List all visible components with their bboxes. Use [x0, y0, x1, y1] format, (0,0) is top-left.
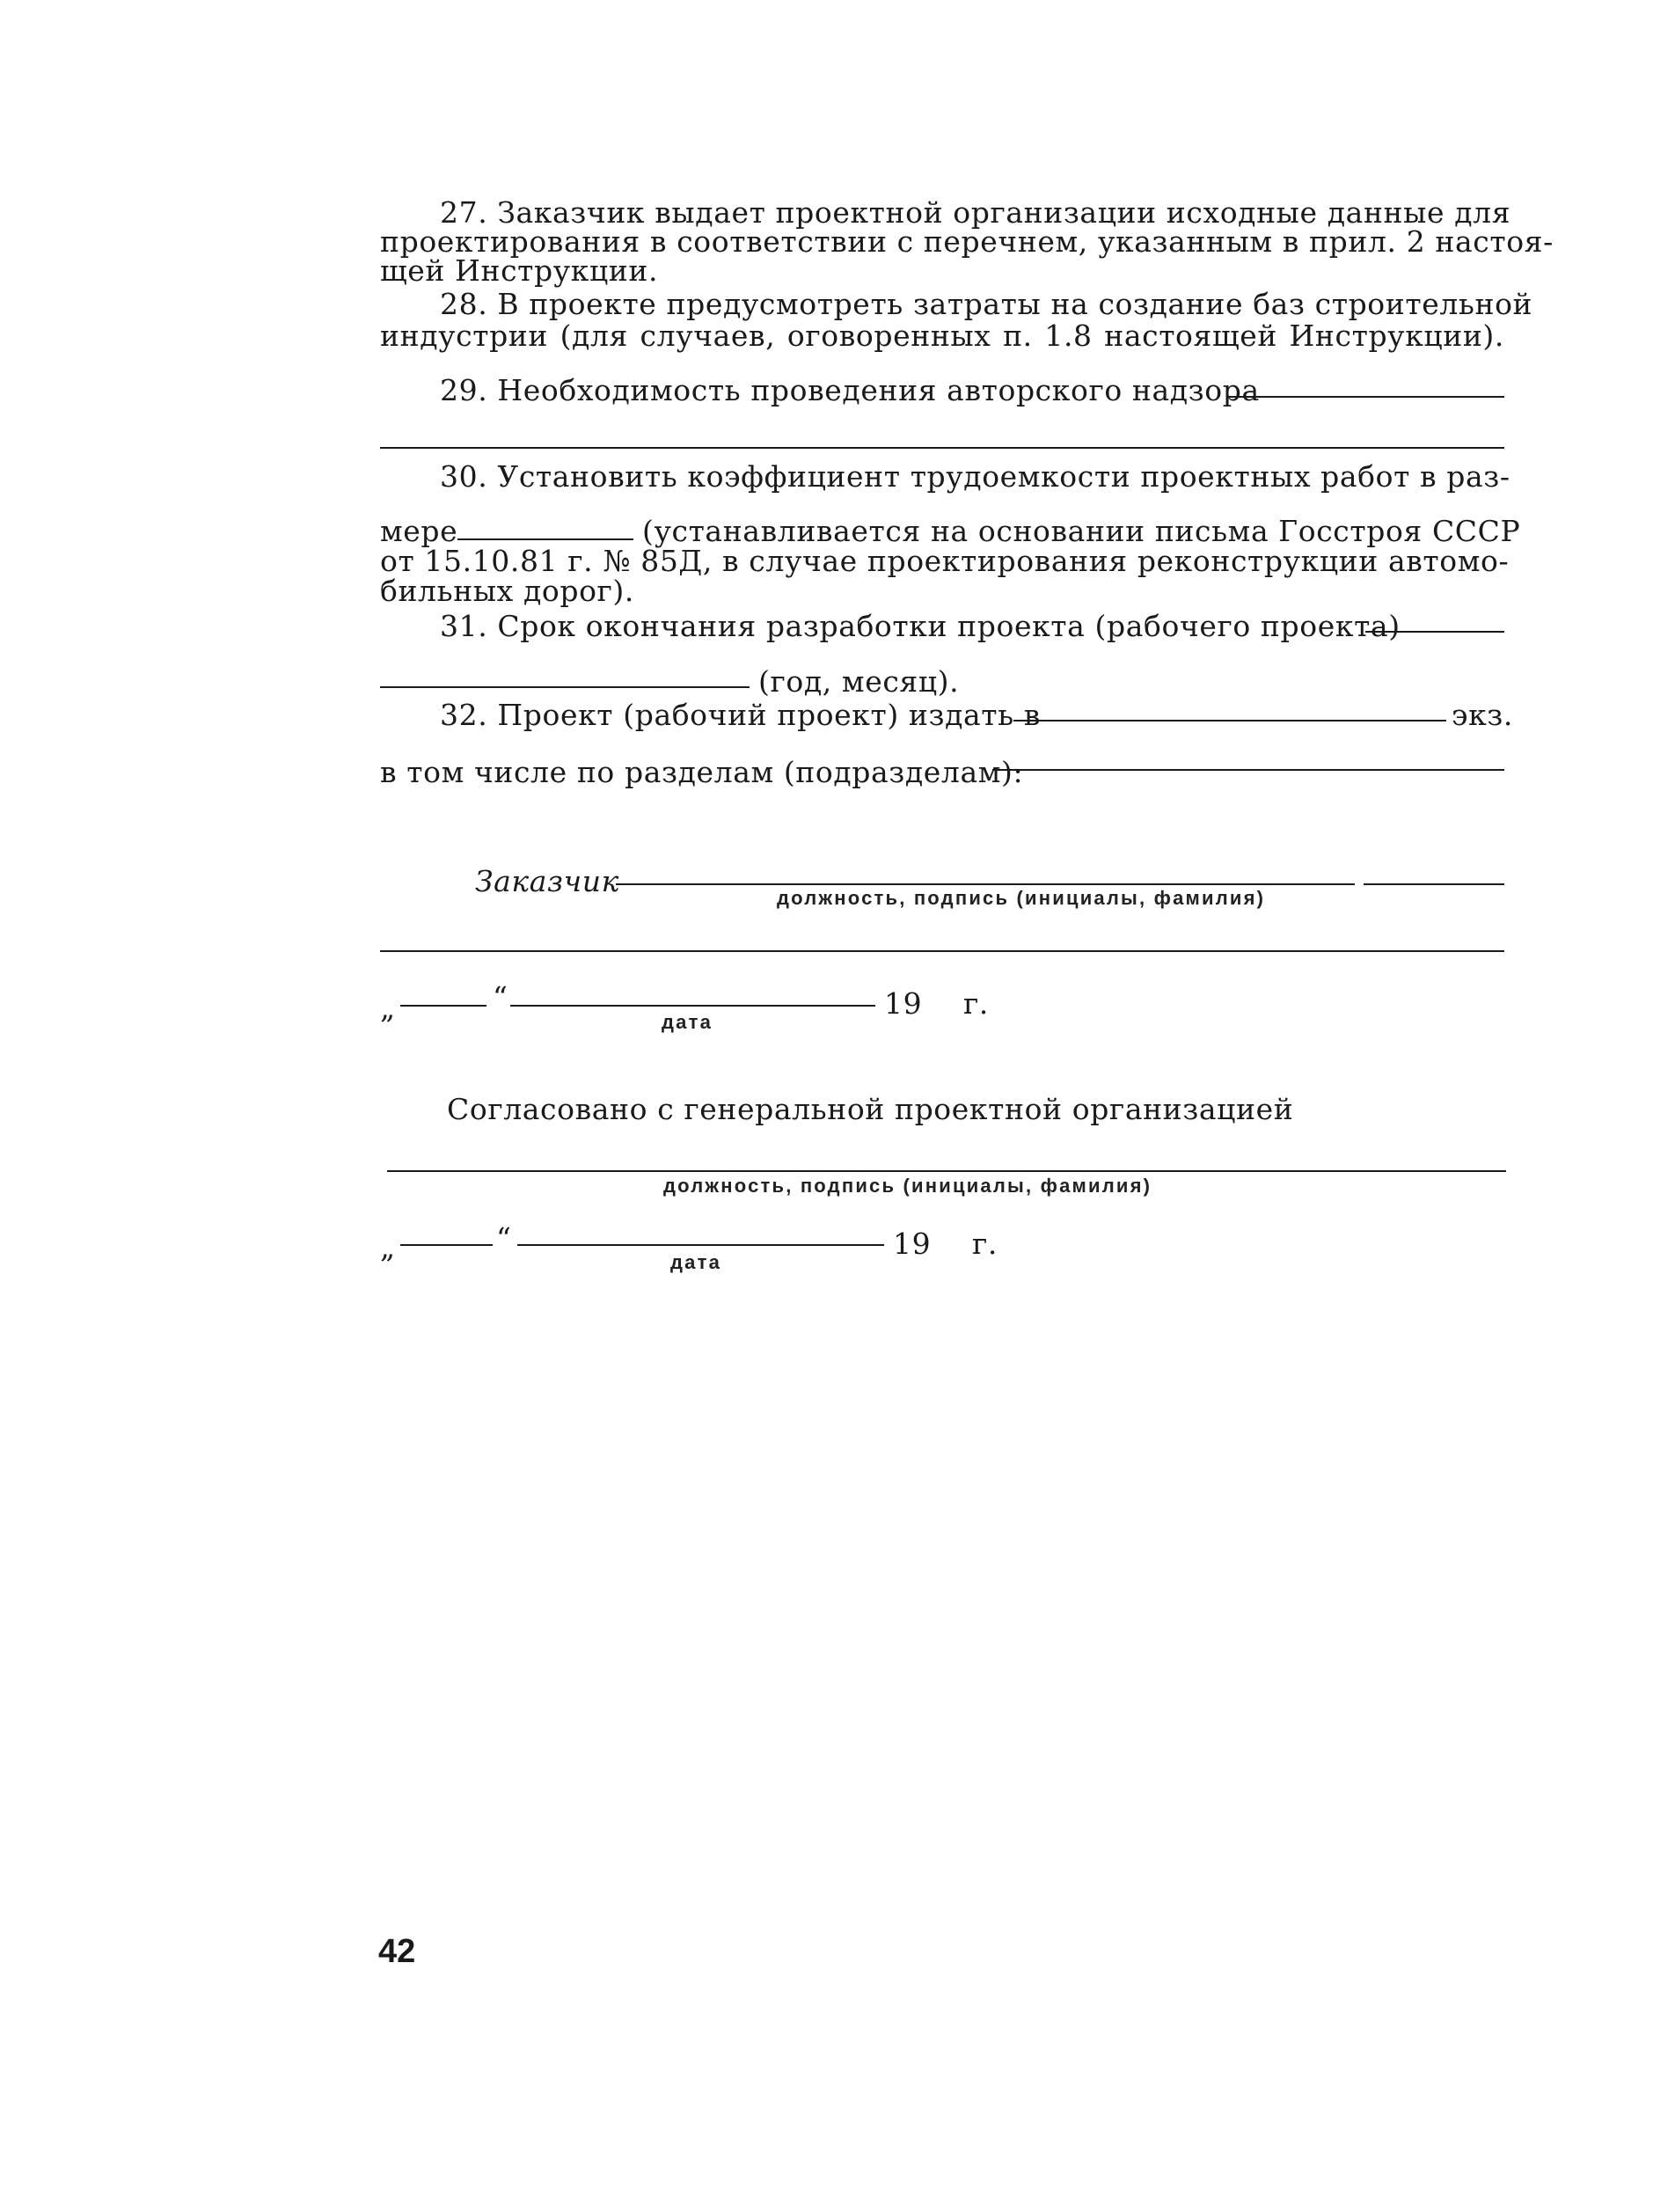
customer-extra-line [380, 950, 1504, 952]
item-29-line-1: 29. Необходимость проведения авторского надзора [440, 373, 1260, 407]
customer-signature-caption: должность, подпись (инициалы, фамилия) [777, 887, 1266, 909]
item-29-blank [1227, 396, 1504, 398]
item-28-line-2: индустрии (для случаев, оговоренных п. 1.8 настоящей Инструкции). [380, 319, 1504, 353]
customer-year-suffix: г. [963, 986, 989, 1021]
agreement-date-close-quote: “ [496, 1221, 512, 1256]
customer-name-blank [1364, 883, 1504, 885]
item-32-line-2: в том числе по разделам (подразделам): [380, 755, 1024, 789]
item-31-blank [1365, 631, 1504, 633]
item-32-sections-blank [992, 769, 1504, 771]
customer-date-close-quote: “ [493, 980, 508, 1014]
item-30-line-2-suffix: (устанавливается на основании письма Госстроя СССР [642, 514, 1521, 548]
item-32-line-1-prefix: 32. Проект (рабочий проект) издать в [440, 698, 1041, 732]
page-number: 42 [378, 1933, 416, 1970]
agreement-month-blank [517, 1244, 884, 1246]
item-30-line-4: бильных дорог). [380, 574, 634, 608]
agreement-date-open-quote: „ [380, 1230, 396, 1264]
item-27-line-1: 27. Заказчик выдает проектной организации исходные данные для [440, 195, 1511, 230]
customer-label: Заказчик [475, 864, 619, 898]
item-30-line-3: от 15.10.81 г. № 85Д, в случае проектирования реконструкции автомо- [380, 544, 1510, 578]
item-32-copies-blank [1013, 720, 1446, 721]
item-31-date-blank [380, 686, 750, 688]
item-29-blank-line-2 [380, 447, 1504, 449]
agreement-year-suffix: г. [972, 1227, 998, 1261]
agreement-date-caption: дата [670, 1251, 722, 1273]
agreement-day-blank [400, 1244, 493, 1246]
item-31-line-1: 31. Срок окончания разработки проекта (рабочего проекта) [440, 609, 1401, 643]
customer-month-blank [510, 1005, 875, 1007]
customer-day-blank [400, 1005, 486, 1007]
customer-date-caption: дата [662, 1011, 713, 1033]
customer-signature-blank [616, 883, 1355, 885]
agreement-signature-caption: должность, подпись (инициалы, фамилия) [663, 1175, 1152, 1197]
item-30-line-2-prefix: мере [380, 514, 458, 548]
item-30-line-1: 30. Установить коэффициент трудоемкости проектных работ в раз- [440, 459, 1510, 494]
item-28-line-1: 28. В проекте предусмотреть затраты на создание баз строительной [440, 287, 1533, 321]
agreement-title: Согласовано с генеральной проектной организацией [447, 1092, 1294, 1126]
item-30-coefficient-blank [457, 538, 633, 540]
item-31-line-2: (год, месяц). [758, 664, 960, 699]
item-32-line-1-suffix: экз. [1452, 698, 1513, 732]
customer-year-prefix: 19 [884, 986, 923, 1021]
agreement-year-prefix: 19 [893, 1227, 932, 1261]
item-27-line-3: щей Инструкции. [380, 253, 659, 288]
customer-date-open-quote: „ [380, 991, 396, 1025]
item-27-line-2: проектирования в соответствии с перечнем, указанным в прил. 2 настоя- [380, 224, 1554, 259]
agreement-signature-blank [387, 1170, 1506, 1172]
